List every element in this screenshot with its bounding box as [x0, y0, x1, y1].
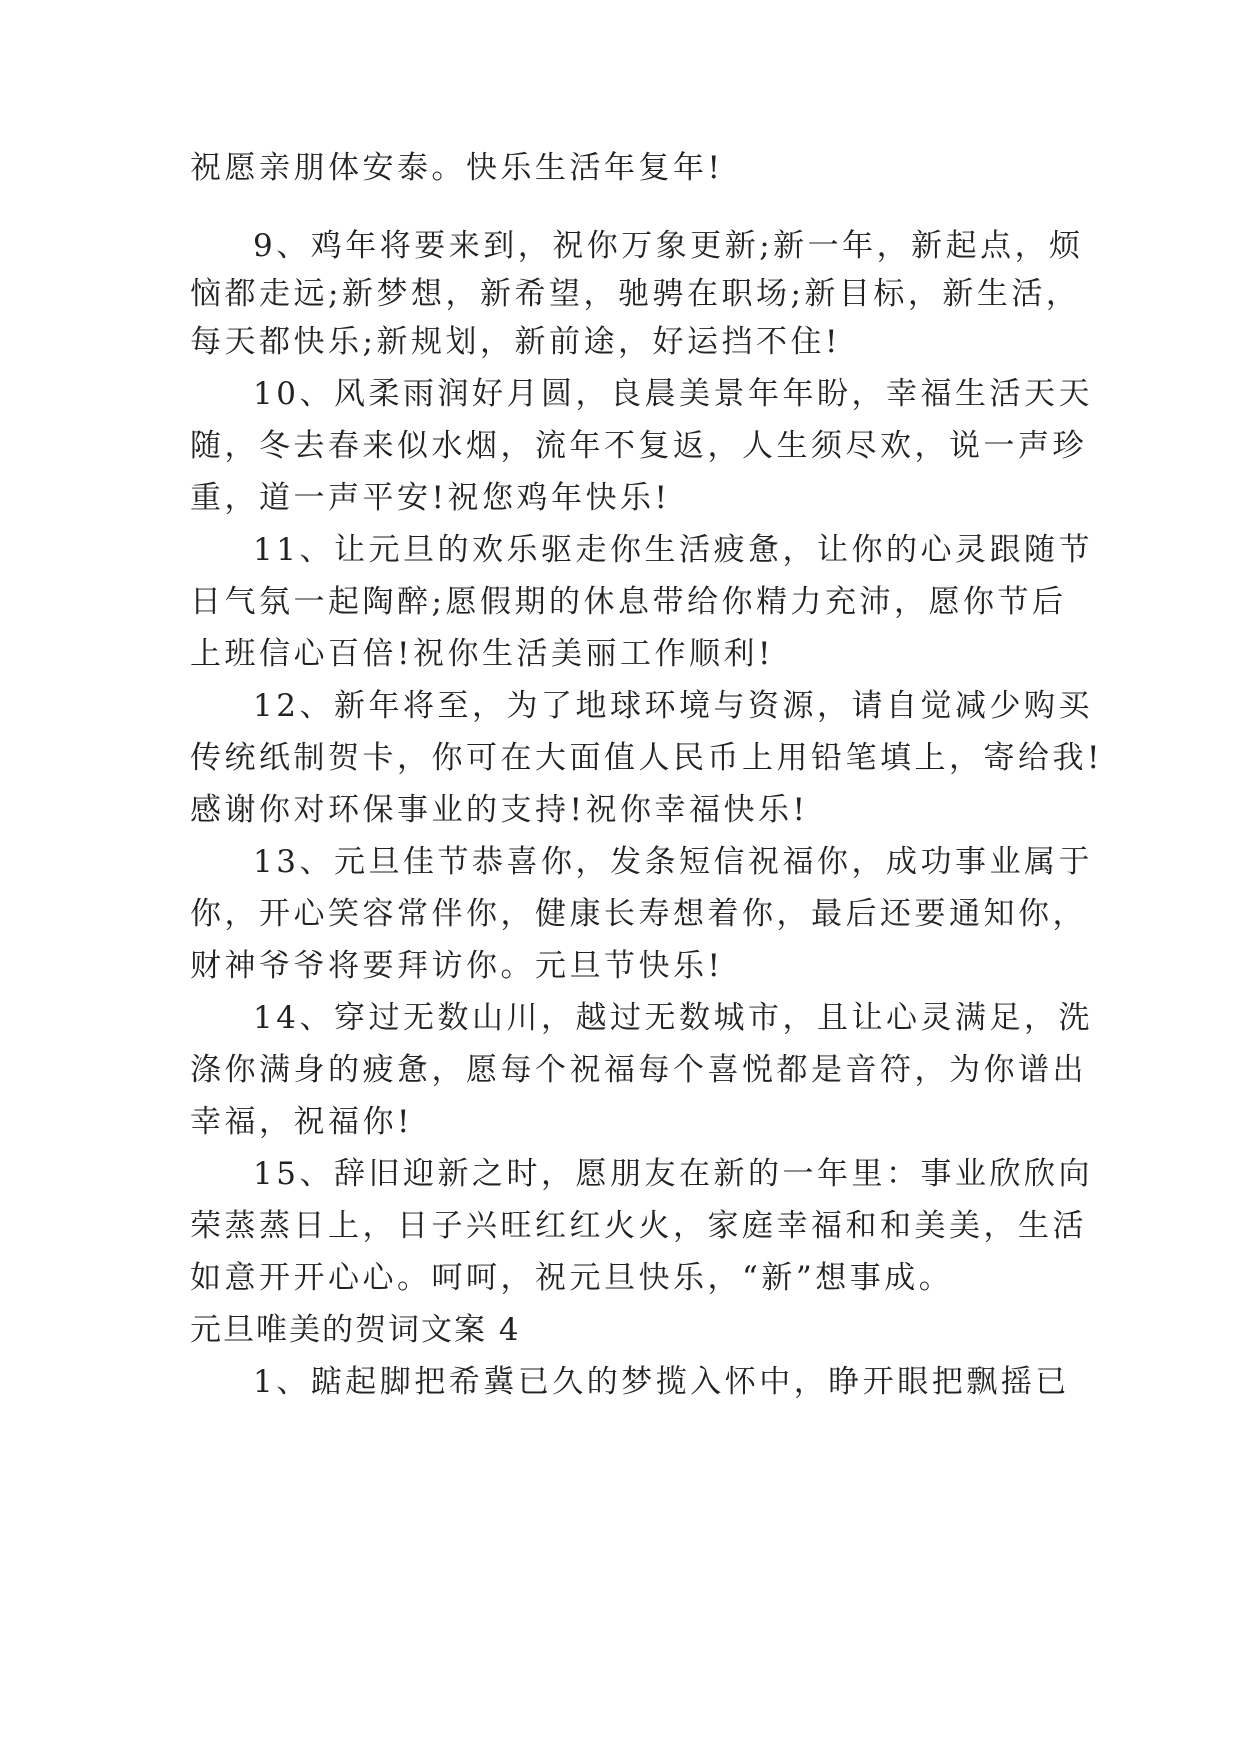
- section-heading: 元旦唯美的贺词文案 4: [190, 1312, 521, 1348]
- list-item-1-line-1: 1、踮起脚把希冀已久的梦揽入怀中，睁开眼把飘摇已: [253, 1364, 1070, 1400]
- list-item-13-line-3: 财神爷爷将要拜访你。元旦节快乐!: [190, 948, 724, 984]
- list-item-9-line-2: 恼都走远;新梦想，新希望，驰骋在职场;新目标，新生活，: [190, 276, 1081, 312]
- list-item-10-line-2: 随，冬去春来似水烟，流年不复返，人生须尽欢，说一声珍: [190, 428, 1087, 464]
- list-item-12-line-1: 12、新年将至，为了地球环境与资源，请自觉减少购买: [253, 688, 1093, 724]
- list-item-12-line-2: 传统纸制贺卡，你可在大面值人民币上用铅笔填上，寄给我!: [190, 740, 1103, 776]
- list-item-11-line-2: 日气氛一起陶醉;愿假期的休息带给你精力充沛，愿你节后: [190, 584, 1067, 620]
- list-item-15-line-2: 荣蒸蒸日上，日子兴旺红红火火，家庭幸福和和美美，生活: [190, 1208, 1087, 1244]
- list-item-11-line-3: 上班信心百倍!祝你生活美丽工作顺利!: [190, 636, 774, 672]
- list-item-14-line-3: 幸福，祝福你!: [190, 1104, 413, 1140]
- text-line: 祝愿亲朋体安泰。快乐生活年复年!: [190, 150, 724, 186]
- list-item-11-line-1: 11、让元旦的欢乐驱走你生活疲惫，让你的心灵跟随节: [253, 532, 1093, 568]
- list-item-14-line-2: 涤你满身的疲惫，愿每个祝福每个喜悦都是音符，为你谱出: [190, 1052, 1087, 1088]
- list-item-9-line-1: 9、鸡年将要来到，祝你万象更新;新一年，新起点，烦: [253, 228, 1084, 264]
- list-item-9-line-3: 每天都快乐;新规划，新前途，好运挡不住!: [190, 324, 841, 360]
- list-item-15-line-1: 15、辞旧迎新之时，愿朋友在新的一年里：事业欣欣向: [253, 1156, 1093, 1192]
- list-item-10-line-3: 重，道一声平安!祝您鸡年快乐!: [190, 480, 671, 516]
- list-item-12-line-3: 感谢你对环保事业的支持!祝你幸福快乐!: [190, 792, 809, 828]
- list-item-10-line-1: 10、风柔雨润好月圆，良晨美景年年盼，幸福生活天天: [253, 376, 1093, 412]
- list-item-13-line-1: 13、元旦佳节恭喜你，发条短信祝福你，成功事业属于: [253, 844, 1093, 880]
- list-item-13-line-2: 你，开心笑容常伴你，健康长寿想着你，最后还要通知你，: [190, 896, 1087, 932]
- list-item-15-line-3: 如意开开心心。呵呵，祝元旦快乐，“新”想事成。: [190, 1260, 954, 1296]
- list-item-14-line-1: 14、穿过无数山川，越过无数城市，且让心灵满足，洗: [253, 1000, 1093, 1036]
